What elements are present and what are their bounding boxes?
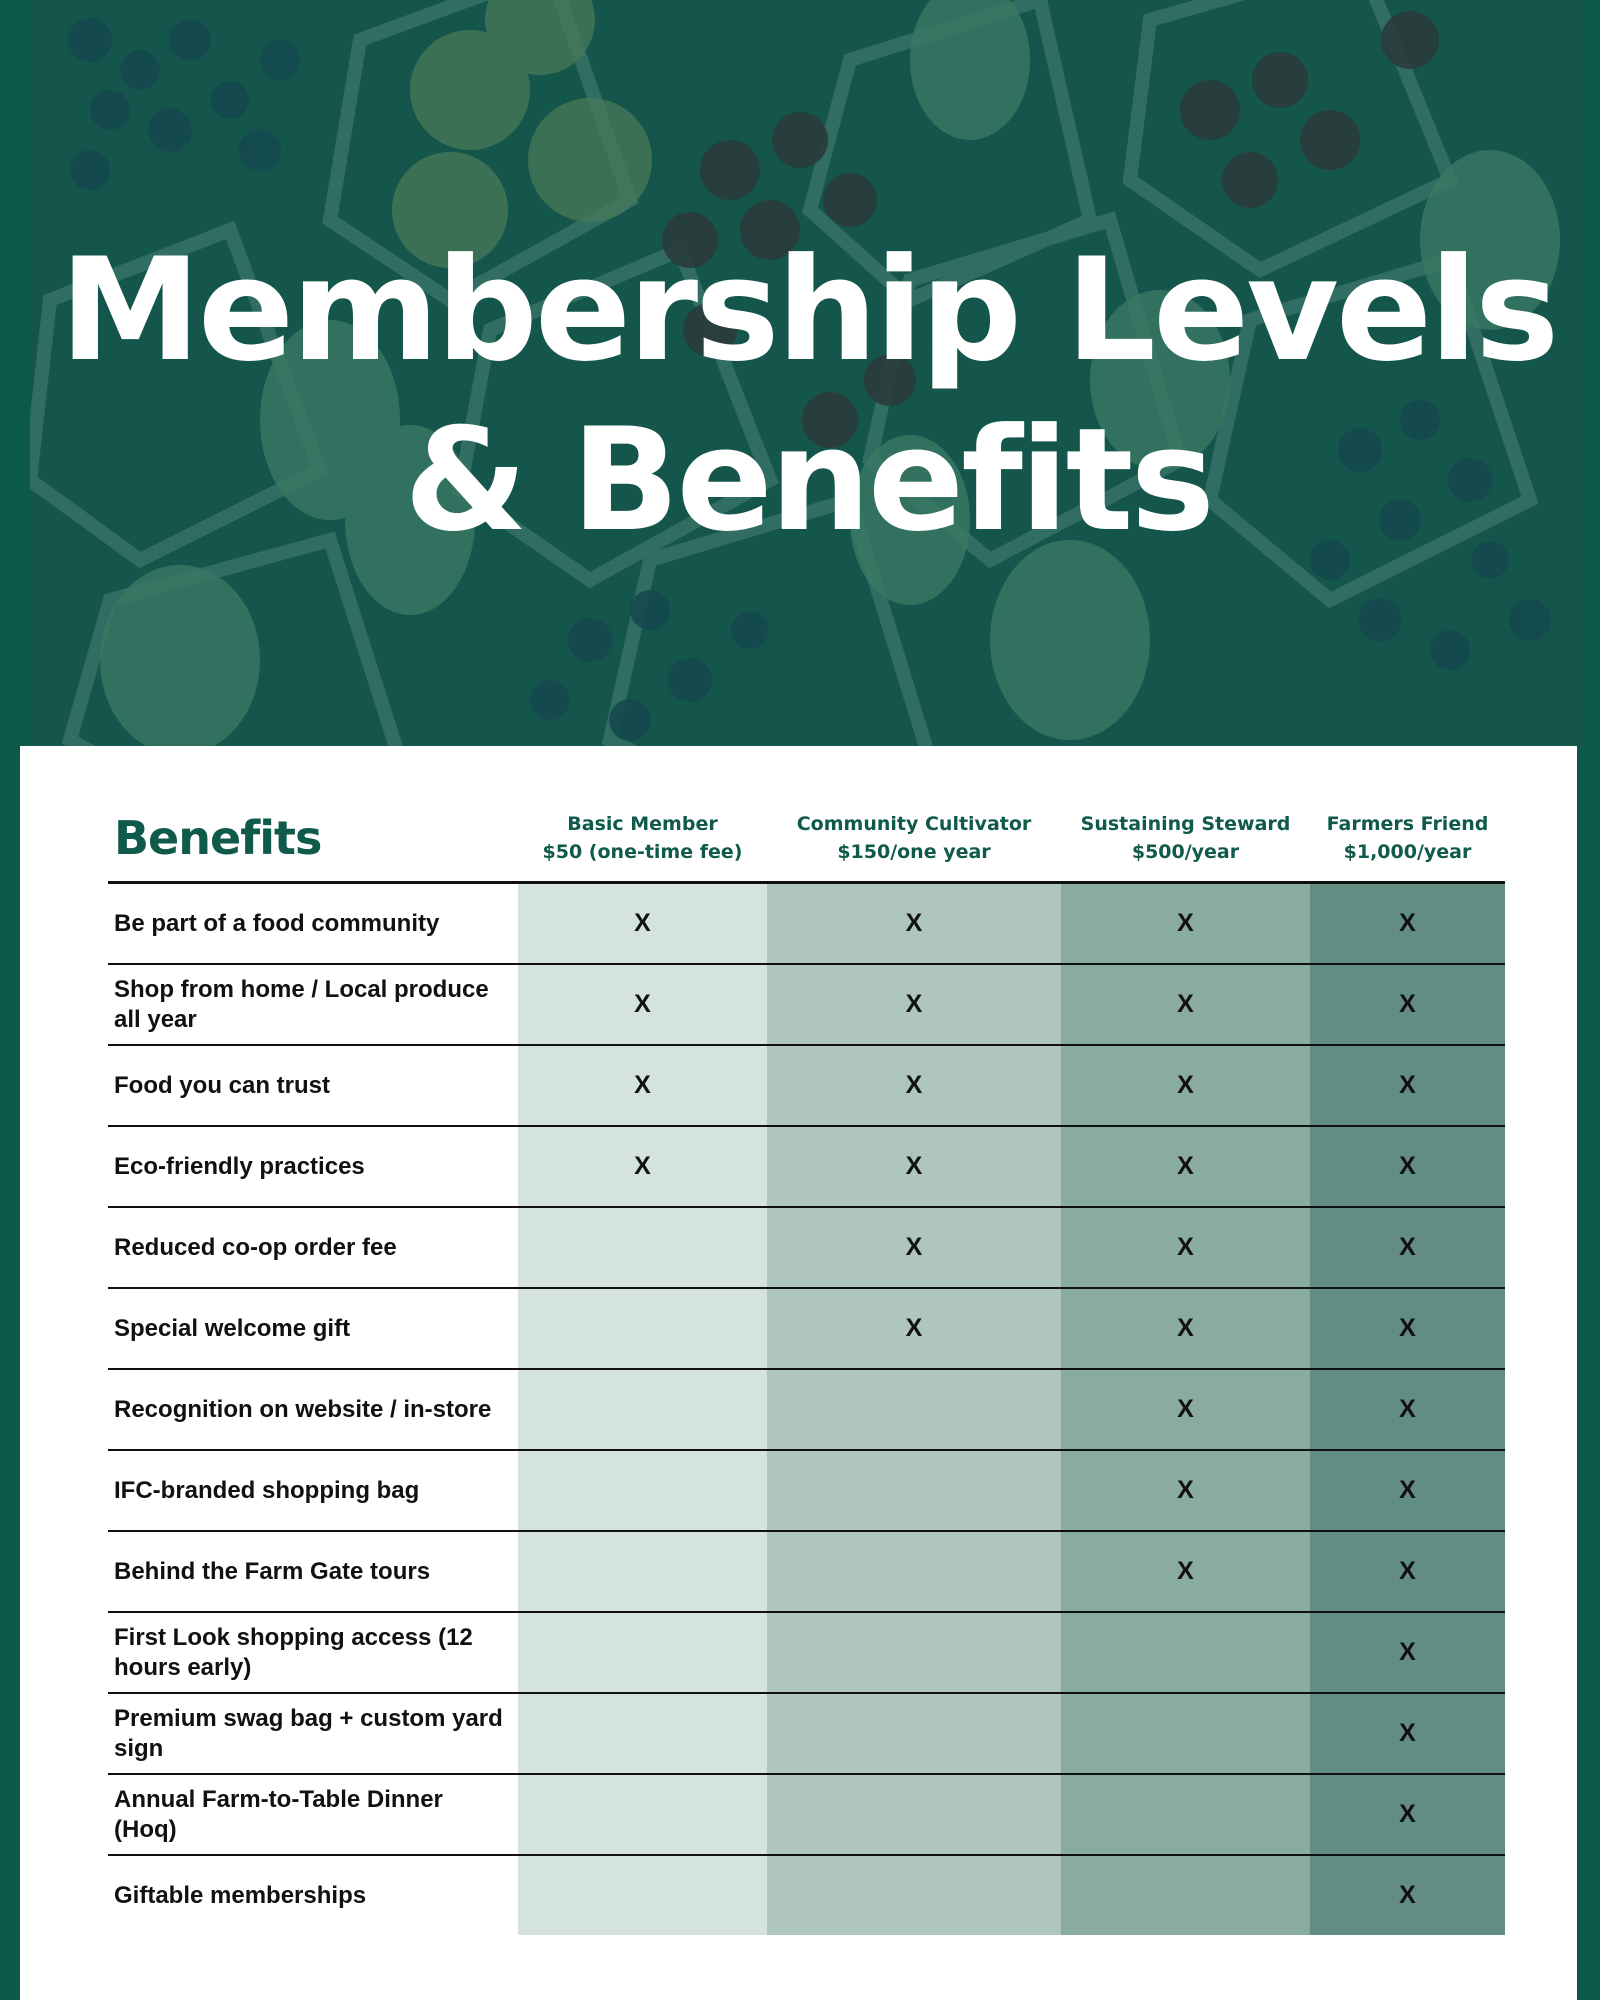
tier-cell: X xyxy=(767,964,1061,1045)
tier-cell: X xyxy=(1310,1612,1505,1693)
benefit-label: Be part of a food community xyxy=(108,883,518,965)
tier-header-farmers-friend xyxy=(1310,794,1505,883)
tier-cell: X xyxy=(1061,1288,1310,1369)
tier-name: Basic Member xyxy=(567,812,718,835)
tier-cell xyxy=(518,1288,767,1369)
table-row xyxy=(108,1045,1505,1126)
page-title-line-1: Membership Levels xyxy=(59,228,1557,393)
tier-cell xyxy=(518,1774,767,1855)
tier-cell: X xyxy=(1061,1531,1310,1612)
tier-cell xyxy=(518,1693,767,1774)
tier-cell xyxy=(518,1612,767,1693)
benefit-label: IFC-branded shopping bag xyxy=(108,1450,518,1531)
tier-cell xyxy=(767,1450,1061,1531)
table-row xyxy=(108,1693,1505,1774)
benefit-label: Recognition on website / in-store xyxy=(108,1369,518,1450)
table-row xyxy=(108,883,1505,965)
tier-cell xyxy=(767,1855,1061,1935)
hero-banner xyxy=(30,0,1586,746)
benefit-label: Behind the Farm Gate tours xyxy=(108,1531,518,1612)
tier-cell xyxy=(518,1531,767,1612)
tier-cell: X xyxy=(518,1126,767,1207)
table-row xyxy=(108,1774,1505,1855)
table-row xyxy=(108,1531,1505,1612)
benefit-label: Special welcome gift xyxy=(108,1288,518,1369)
tier-price: $150/one year xyxy=(837,840,991,863)
tier-cell xyxy=(767,1774,1061,1855)
tier-header-community-cultivator xyxy=(767,794,1061,883)
tier-cell: X xyxy=(1061,883,1310,965)
tier-cell: X xyxy=(1061,1369,1310,1450)
benefit-label: First Look shopping access (12 hours early) xyxy=(108,1612,518,1693)
tier-cell: X xyxy=(1061,1450,1310,1531)
benefit-label: Shop from home / Local produce all year xyxy=(108,964,518,1045)
tier-cell xyxy=(1061,1774,1310,1855)
benefits-card xyxy=(20,746,1577,2000)
tier-cell xyxy=(518,1855,767,1935)
table-row xyxy=(108,1288,1505,1369)
page-title-line-2: & Benefits xyxy=(403,398,1213,563)
tier-cell: X xyxy=(1310,964,1505,1045)
table-row xyxy=(108,964,1505,1045)
benefit-label: Eco-friendly practices xyxy=(108,1126,518,1207)
tier-cell: X xyxy=(1310,1126,1505,1207)
tier-cell: X xyxy=(767,1045,1061,1126)
table-row xyxy=(108,1450,1505,1531)
tier-cell xyxy=(767,1531,1061,1612)
tier-cell: X xyxy=(767,1207,1061,1288)
tier-price: $50 (one-time fee) xyxy=(542,840,743,863)
tier-cell xyxy=(767,1612,1061,1693)
tier-price: $500/year xyxy=(1131,840,1240,863)
page-title xyxy=(30,226,1586,566)
tier-cell: X xyxy=(1310,1045,1505,1126)
tier-cell: X xyxy=(1310,1855,1505,1935)
benefit-label: Giftable memberships xyxy=(114,1881,367,1909)
tier-price: $1,000/year xyxy=(1343,840,1472,863)
table-row xyxy=(108,1855,1505,1935)
tier-cell xyxy=(518,1450,767,1531)
table-row xyxy=(108,1207,1505,1288)
tier-cell xyxy=(1061,1693,1310,1774)
table-row xyxy=(108,1612,1505,1693)
tier-cell xyxy=(518,1207,767,1288)
benefits-table xyxy=(108,794,1505,1935)
tier-name: Farmers Friend xyxy=(1326,812,1489,835)
tier-cell: X xyxy=(1310,1450,1505,1531)
tier-header-basic xyxy=(518,794,767,883)
tier-cell: X xyxy=(1061,1207,1310,1288)
tier-cell xyxy=(1061,1855,1310,1935)
tier-cell: X xyxy=(1061,1126,1310,1207)
table-row xyxy=(108,1126,1505,1207)
tier-cell: X xyxy=(1061,1045,1310,1126)
tier-cell xyxy=(1061,1612,1310,1693)
tier-name: Community Cultivator xyxy=(796,812,1032,835)
tier-cell: X xyxy=(1310,1369,1505,1450)
tier-cell: X xyxy=(1310,1288,1505,1369)
table-row xyxy=(108,1369,1505,1450)
tier-cell xyxy=(518,1369,767,1450)
tier-cell xyxy=(767,1693,1061,1774)
tier-name: Sustaining Steward xyxy=(1080,812,1291,835)
tier-cell: X xyxy=(1061,964,1310,1045)
tier-cell: X xyxy=(1310,1693,1505,1774)
tier-cell: X xyxy=(767,1288,1061,1369)
benefit-label: Food you can trust xyxy=(108,1045,518,1126)
tier-cell: X xyxy=(767,1126,1061,1207)
benefits-heading: Benefits xyxy=(108,794,518,883)
tier-cell xyxy=(767,1369,1061,1450)
tier-header-sustaining-steward xyxy=(1061,794,1310,883)
tier-cell: X xyxy=(1310,883,1505,965)
tier-cell: X xyxy=(518,883,767,965)
tier-cell: X xyxy=(518,1045,767,1126)
table-header-row xyxy=(108,794,1505,883)
tier-cell: X xyxy=(518,964,767,1045)
tier-cell: X xyxy=(1310,1774,1505,1855)
tier-cell: X xyxy=(1310,1531,1505,1612)
benefit-label: Premium swag bag + custom yard sign xyxy=(108,1693,518,1774)
tier-cell: X xyxy=(1310,1207,1505,1288)
benefit-label: Annual Farm-to-Table Dinner (Hoq) xyxy=(108,1774,518,1855)
benefit-label: Reduced co-op order fee xyxy=(108,1207,518,1288)
tier-cell: X xyxy=(767,883,1061,965)
